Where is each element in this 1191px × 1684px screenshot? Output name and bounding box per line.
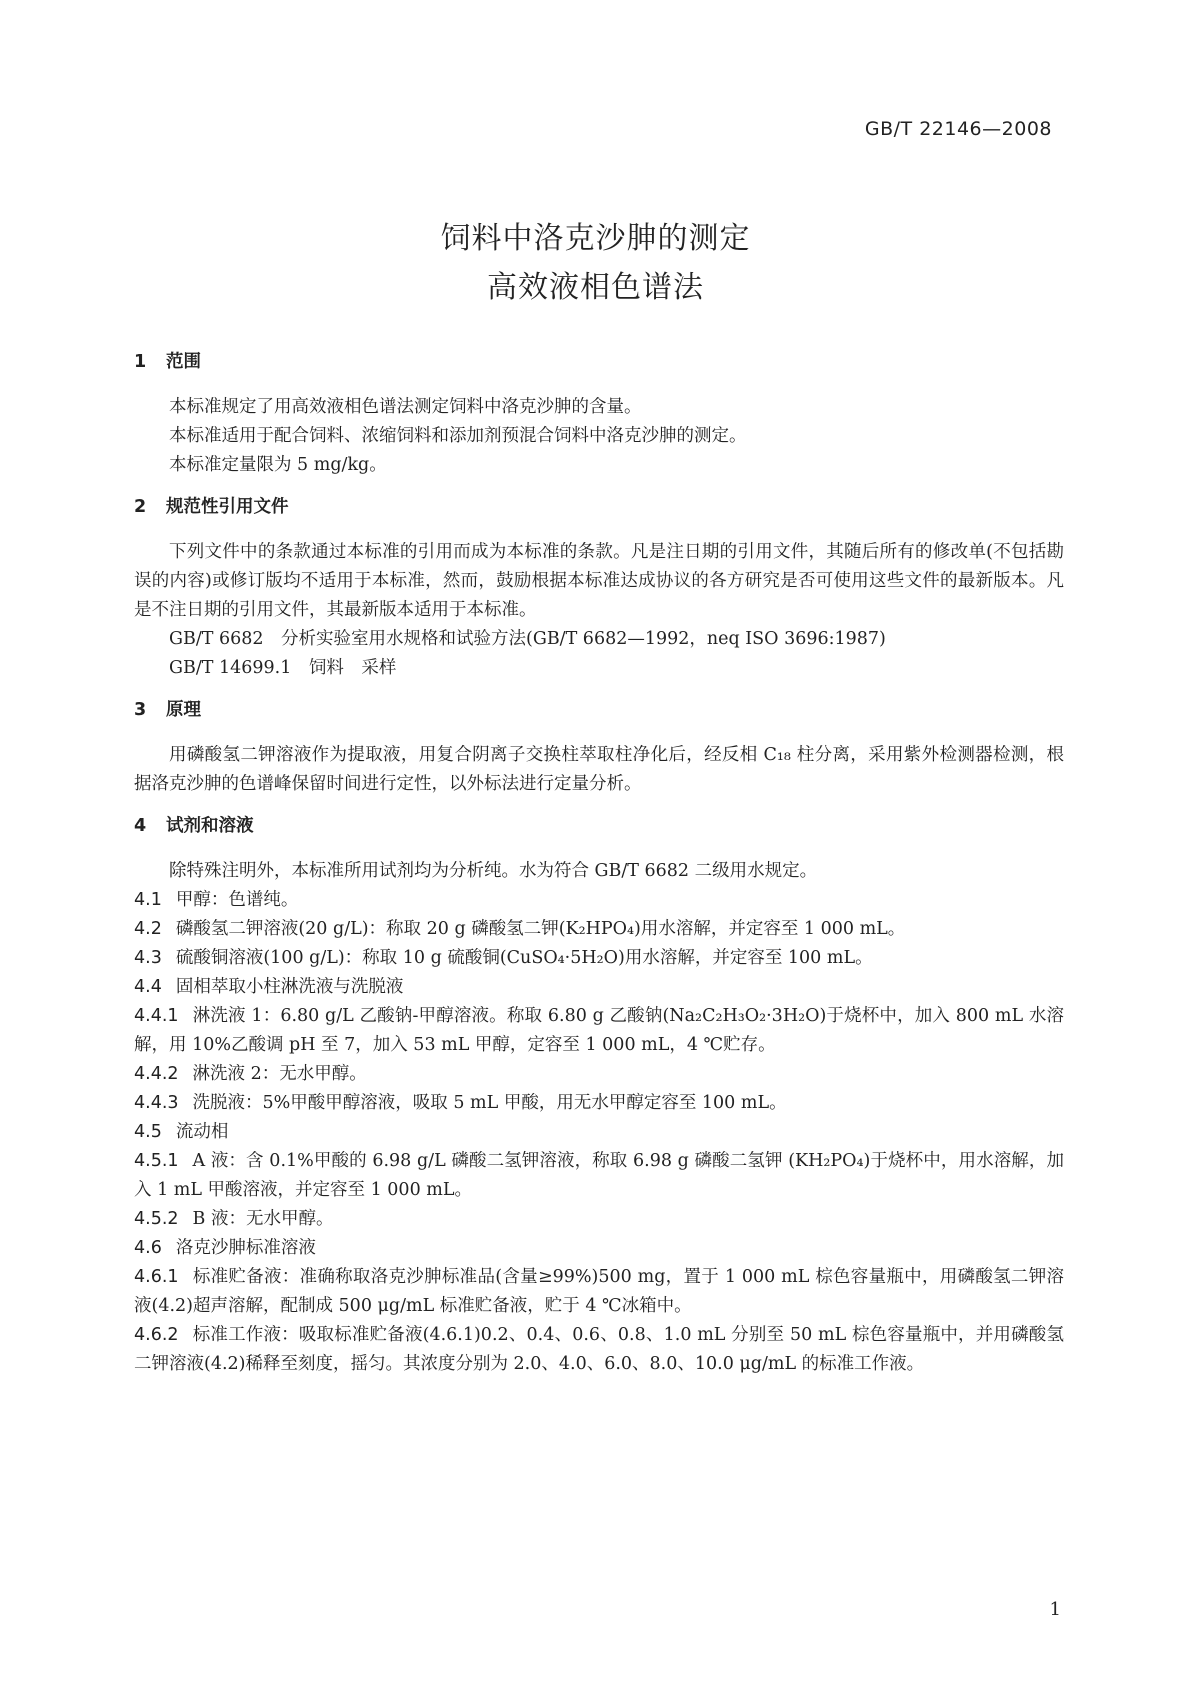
section-heading-scope: 1 范围 xyxy=(134,352,201,372)
reference-item: GB/T 6682 分析实验室用水规格和试验方法(GB/T 6682—1992，neq ISO 3696:1987) xyxy=(169,629,886,649)
standard-code: GB/T 22146—2008 xyxy=(864,118,1052,140)
document-body xyxy=(134,348,1064,1379)
clause-4-6-1: 4.6.1 标准贮备液：准确称取洛克沙胂标准品(含量≥99%)500 mg，置于 1 000 mL 棕色容量瓶中，用磷酸氢二钾溶液(4.2)超声溶解，配制成 500 μg/mL 标准贮备液，贮于 4 ℃冰箱中。 xyxy=(134,1267,1064,1316)
clause-4-4-3: 4.4.3 洗脱液：5%甲酸甲醇溶液，吸取 5 mL 甲酸，用无水甲醇定容至 100 mL。 xyxy=(134,1093,787,1113)
clause-4-5-2: 4.5.2 B 液：无水甲醇。 xyxy=(134,1209,334,1229)
document-subtitle: 高效液相色谱法 xyxy=(487,270,704,305)
clause-4-1: 4.1 甲醇：色谱纯。 xyxy=(134,890,299,910)
section-heading-normative-references: 2 规范性引用文件 xyxy=(134,497,289,517)
clause-4-2: 4.2 磷酸氢二钾溶液(20 g/L)：称取 20 g 磷酸氢二钾(K₂HPO₄)用水溶解，并定容至 1 000 mL。 xyxy=(134,919,906,939)
paragraph: 除特殊注明外，本标准所用试剂均为分析纯。水为符合 GB/T 6682 二级用水规定。 xyxy=(169,861,818,881)
clause-4-4: 4.4 固相萃取小柱淋洗液与洗脱液 xyxy=(134,977,404,997)
paragraph: 用磷酸氢二钾溶液作为提取液，用复合阴离子交换柱萃取柱净化后，经反相 C₁₈ 柱分离，采用紫外检测器检测，根据洛克沙胂的色谱峰保留时间进行定性，以外标法进行定量分析。 xyxy=(134,745,1064,794)
clause-4-6-2: 4.6.2 标准工作液：吸取标准贮备液(4.6.1)0.2、0.4、0.6、0.8、1.0 mL 分别至 50 mL 棕色容量瓶中，并用磷酸氢二钾溶液(4.2)稀释至刻度，摇匀。其浓度分别为 2.0、4.0、6.0、8.0、10.0 μg/mL 的标准工作液。 xyxy=(134,1325,1064,1374)
clause-4-3: 4.3 硫酸铜溶液(100 g/L)：称取 10 g 硫酸铜(CuSO₄·5H₂O)用水溶解，并定容至 100 mL。 xyxy=(134,948,873,968)
paragraph: 本标准规定了用高效液相色谱法测定饲料中洛克沙胂的含量。 xyxy=(169,397,642,417)
section-heading-reagents: 4 试剂和溶液 xyxy=(134,816,254,836)
paragraph: 本标准定量限为 5 mg/kg。 xyxy=(169,455,387,475)
page-number: 1 xyxy=(1049,1599,1061,1620)
paragraph: 本标准适用于配合饲料、浓缩饲料和添加剂预混合饲料中洛克沙胂的测定。 xyxy=(169,426,747,446)
reference-item: GB/T 14699.1 饲料 采样 xyxy=(169,658,397,678)
clause-4-5: 4.5 流动相 xyxy=(134,1122,229,1142)
document-title: 饲料中洛克沙胂的测定 xyxy=(440,221,751,256)
section-heading-principle: 3 原理 xyxy=(134,700,201,720)
clause-4-4-1: 4.4.1 淋洗液 1：6.80 g/L 乙酸钠-甲醇溶液。称取 6.80 g 乙酸钠(Na₂C₂H₃O₂·3H₂O)于烧杯中，加入 800 mL 水溶解，用 10%乙酸调 pH 至 7，加入 53 mL 甲醇，定容至 1 000 mL，4 ℃贮存。 xyxy=(134,1006,1064,1055)
paragraph: 下列文件中的条款通过本标准的引用而成为本标准的条款。凡是注日期的引用文件，其随后所有的修改单(不包括勘误的内容)或修订版均不适用于本标准，然而，鼓励根据本标准达成协议的各方研究是否可使用这些文件的最新版本。凡是不注日期的引用文件，其最新版本适用于本标准。 xyxy=(134,542,1064,620)
clause-4-4-2: 4.4.2 淋洗液 2：无水甲醇。 xyxy=(134,1064,367,1084)
clause-4-5-1: 4.5.1 A 液：含 0.1%甲酸的 6.98 g/L 磷酸二氢钾溶液，称取 6.98 g 磷酸二氢钾 (KH₂PO₄)于烧杯中，用水溶解，加入 1 mL 甲酸溶液，并定容至 1 000 mL。 xyxy=(134,1151,1064,1200)
clause-4-6: 4.6 洛克沙胂标准溶液 xyxy=(134,1238,316,1258)
